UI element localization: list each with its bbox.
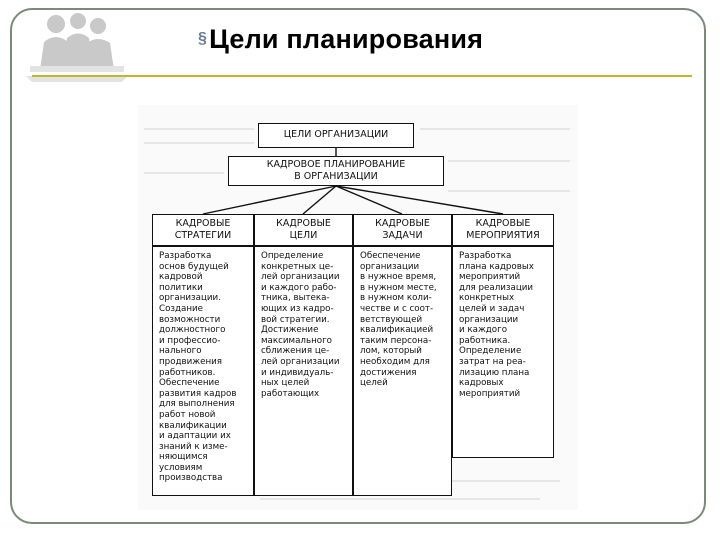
column-header-goals: КАДРОВЫЕ ЦЕЛИ: [254, 214, 353, 246]
column-header-tasks: КАДРОВЫЕ ЗАДАЧИ: [353, 214, 452, 246]
column-body-tasks: Обеспечение организации в нужное время, в нужном месте, в нужном коли- честве и с соот- ветствующей квалификацией таким персона- лом, который необходим для достижения целей: [353, 246, 452, 496]
title-bullet: §: [198, 30, 208, 47]
title-text: Цели планирования: [209, 24, 484, 54]
column-body-activities: Разработка плана кадровых мероприятий для реализации конкретных целей и задач организации и каждого работника. Определение затрат на реа- лизацию плана кадровых мероприятий: [452, 246, 554, 458]
column-body-goals: Определение конкретных це- лей организации и каждого рабо- тника, вытека- ющих из кадро- вой стратегии. Достижение максимального сближения це- лей организации и индивидуаль- ных целей работающих: [254, 246, 353, 496]
middle-box-hr-planning: КАДРОВОЕ ПЛАНИРОВАНИЕ В ОРГАНИЗАЦИИ: [228, 156, 444, 186]
column-header-strategies: КАДРОВЫЕ СТРАТЕГИИ: [152, 214, 254, 246]
top-box-organization-goals: ЦЕЛИ ОРГАНИЗАЦИИ: [258, 123, 414, 148]
column-header-activities: КАДРОВЫЕ МЕРОПРИЯТИЯ: [452, 214, 554, 246]
column-body-strategies: Разработка основ будущей кадровой политики организации. Создание возможности должностного и профессио- нального продвижения работников. Обеспечение развития кадров для выполнения работ новой квалификации и адаптации их знаний к изме- няющимся условиям производства: [152, 246, 254, 496]
